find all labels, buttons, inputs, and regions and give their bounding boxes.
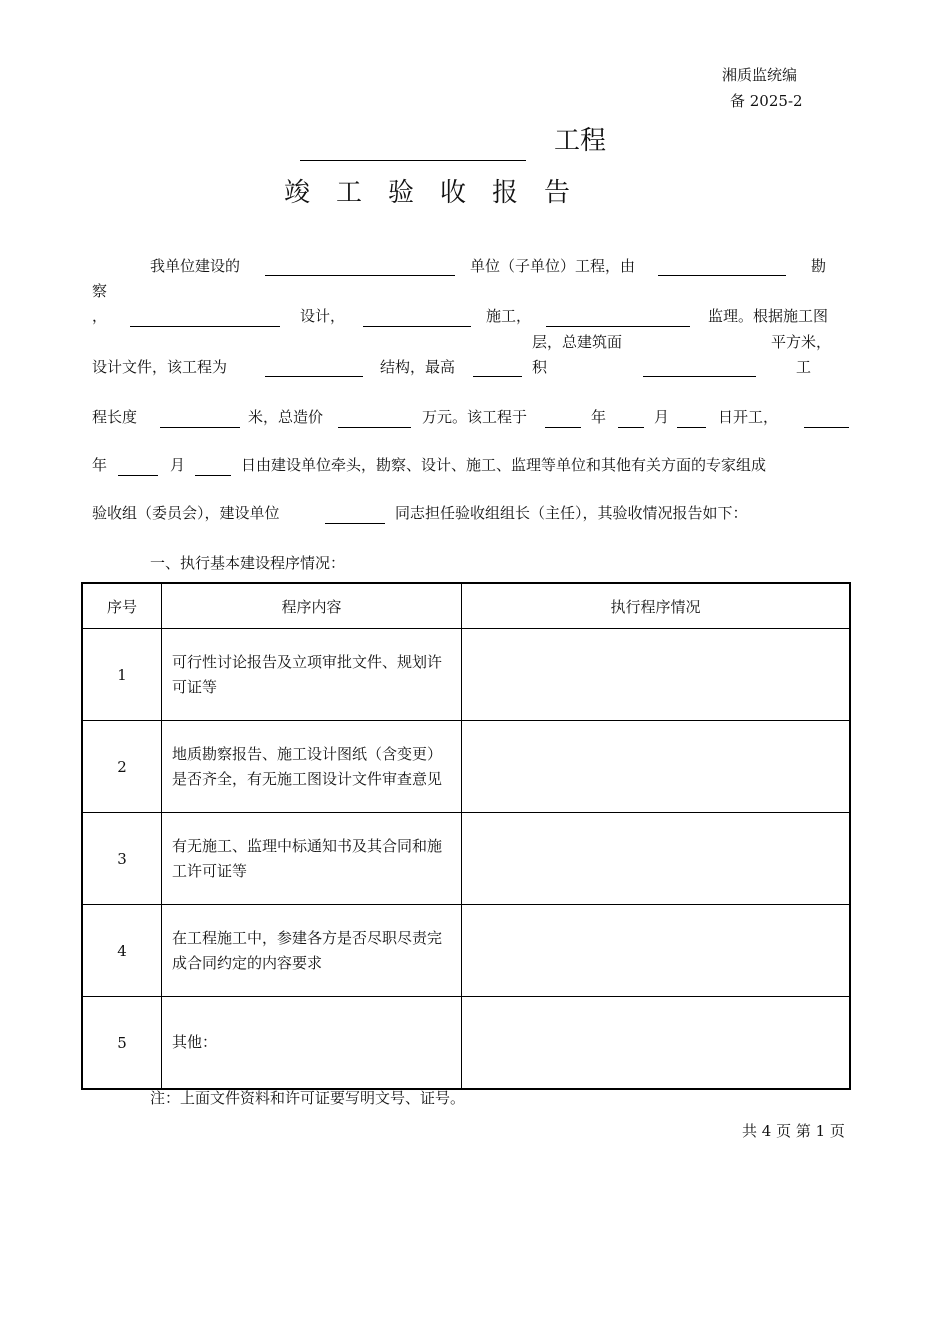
- structure-type-blank[interactable]: [265, 376, 363, 377]
- column-header: 执行程序情况: [462, 583, 851, 629]
- body-text: 察: [92, 282, 108, 300]
- body-text: 工: [796, 358, 812, 376]
- max-floors-blank[interactable]: [473, 376, 522, 377]
- body-text: 程长度: [92, 408, 138, 426]
- row-number: 5: [82, 997, 162, 1090]
- row-content: 有无施工、监理中标通知书及其合同和施工许可证等: [162, 813, 462, 905]
- body-text: 月: [170, 456, 186, 474]
- completion-year-blank[interactable]: [804, 427, 849, 428]
- body-text: 积: [532, 358, 548, 376]
- body-text: 同志担任验收组组长（主任），其验收情况报告如下：: [395, 504, 748, 522]
- title-project-suffix: 工程: [554, 126, 607, 156]
- form-code-line2: 备 2025-2: [730, 92, 803, 110]
- row-number: 3: [82, 813, 162, 905]
- body-text: 勘: [811, 257, 827, 275]
- table-row: [82, 813, 850, 905]
- start-day-blank[interactable]: [677, 427, 706, 428]
- design-unit-blank[interactable]: [130, 326, 280, 327]
- table-row: [82, 721, 850, 813]
- body-text: 结构，最高: [380, 358, 456, 376]
- body-text: 平方米，: [771, 333, 832, 351]
- construction-unit-blank[interactable]: [363, 326, 471, 327]
- completion-day-blank[interactable]: [195, 475, 231, 476]
- body-text: 验收组（委员会），建设单位: [92, 504, 280, 522]
- row-status-cell[interactable]: [462, 813, 851, 905]
- table-row: [82, 629, 850, 721]
- start-year-blank[interactable]: [545, 427, 581, 428]
- row-number: 1: [82, 629, 162, 721]
- table-note: 注：上面文件资料和许可证要写明文号、证号。: [150, 1089, 466, 1107]
- table-row: [82, 905, 850, 997]
- body-text: 设计，: [300, 307, 346, 325]
- body-text: 日开工，: [718, 408, 779, 426]
- length-blank[interactable]: [160, 427, 240, 428]
- row-number: 4: [82, 905, 162, 997]
- body-text: 我单位建设的: [150, 257, 241, 275]
- project-name-blank[interactable]: [300, 160, 526, 161]
- row-content: 在工程施工中，参建各方是否尽职尽责完成合同约定的内容要求: [162, 905, 462, 997]
- completion-month-blank[interactable]: [118, 475, 158, 476]
- procedure-table: [81, 582, 851, 1090]
- team-leader-blank[interactable]: [325, 523, 385, 524]
- start-month-blank[interactable]: [618, 427, 644, 428]
- row-number: 2: [82, 721, 162, 813]
- survey-unit-blank[interactable]: [658, 275, 786, 276]
- body-text: 设计文件，该工程为: [92, 358, 228, 376]
- body-text: 监理。根据施工图: [708, 307, 829, 325]
- supervision-unit-blank[interactable]: [546, 326, 690, 327]
- body-text: 米，总造价: [248, 408, 324, 426]
- column-header: 程序内容: [162, 583, 462, 629]
- body-text: 年: [92, 456, 108, 474]
- body-text: 层，总建筑面: [532, 333, 623, 351]
- row-status-cell[interactable]: [462, 905, 851, 997]
- page-title: 竣工验收报告: [284, 178, 597, 208]
- column-header: 序号: [82, 583, 162, 629]
- row-content: 可行性讨论报告及立项审批文件、规划许可证等: [162, 629, 462, 721]
- row-content: 其他：: [162, 997, 462, 1090]
- section-heading: 一、执行基本建设程序情况：: [150, 554, 346, 572]
- page-number: 共 4 页 第 1 页: [742, 1122, 845, 1140]
- floor-area-blank[interactable]: [643, 376, 756, 377]
- row-status-cell[interactable]: [462, 629, 851, 721]
- row-status-cell[interactable]: [462, 721, 851, 813]
- body-text: 万元。该工程于: [422, 408, 528, 426]
- form-code-line1: 湘质监统编: [722, 66, 798, 84]
- total-cost-blank[interactable]: [338, 427, 411, 428]
- body-text: ，: [92, 307, 108, 325]
- body-text: 月: [654, 408, 670, 426]
- table-header-row: [82, 583, 850, 629]
- builder-unit-blank[interactable]: [265, 275, 455, 276]
- body-text: 日由建设单位牵头，勘察、设计、施工、监理等单位和其他有关方面的专家组成: [241, 456, 767, 474]
- body-text: 年: [591, 408, 607, 426]
- row-content: 地质勘察报告、施工设计图纸（含变更）是否齐全，有无施工图设计文件审查意见: [162, 721, 462, 813]
- body-text: 施工，: [486, 307, 532, 325]
- table-row: [82, 997, 850, 1090]
- row-status-cell[interactable]: [462, 997, 851, 1090]
- body-text: 单位（子单位）工程，由: [470, 257, 636, 275]
